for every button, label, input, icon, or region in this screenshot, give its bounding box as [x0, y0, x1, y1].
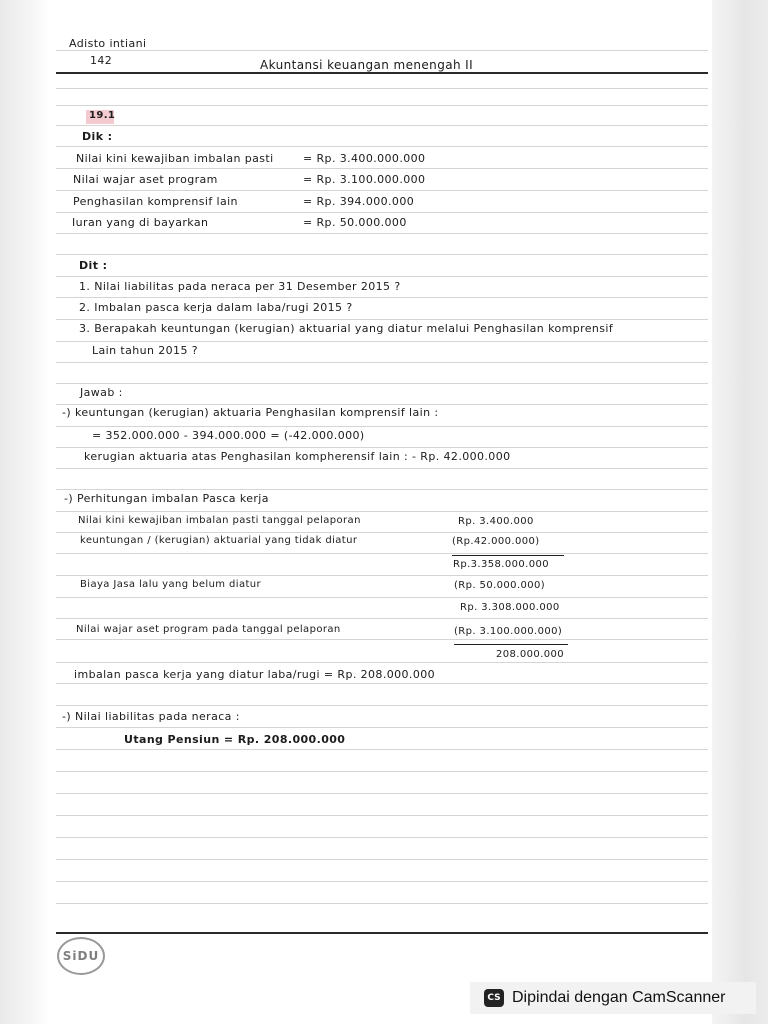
part3-title: -) Nilai liabilitas pada neraca :	[62, 710, 240, 723]
part2-total: 208.000.000	[496, 649, 565, 660]
ruled-line	[56, 859, 708, 860]
ruled-line	[56, 297, 708, 298]
ruled-line	[56, 683, 708, 684]
sidu-logo-icon: SiDU	[57, 937, 105, 975]
scan-edge-left	[0, 0, 50, 1024]
part2-label-1: Nilai kini kewajiban imbalan pasti tanggal pelaporan	[78, 515, 361, 526]
ruled-line	[56, 618, 708, 619]
known-label-1: Nilai kini kewajiban imbalan pasti	[76, 152, 274, 165]
asked-item-2: 2. Imbalan pasca kerja dalam laba/rugi 2015 ?	[79, 301, 353, 314]
part2-label-4: Biaya Jasa lalu yang belum diatur	[80, 579, 262, 590]
asked-item-3-cont: Lain tahun 2015 ?	[92, 344, 198, 357]
ruled-line	[56, 597, 708, 598]
ruled-line	[56, 705, 708, 706]
ruled-line	[56, 233, 708, 234]
part2-title: -) Perhitungan imbalan Pasca kerja	[64, 492, 269, 505]
part2-result: imbalan pasca kerja yang diatur laba/rugi = Rp. 208.000.000	[74, 668, 436, 681]
part2-label-6: Nilai wajar aset program pada tanggal pelaporan	[76, 624, 341, 635]
ruled-line	[56, 639, 708, 640]
ruled-line	[56, 575, 708, 576]
ruled-line	[56, 319, 708, 320]
ruled-line	[56, 447, 708, 448]
course-title: Akuntansi keuangan menengah II	[260, 58, 474, 72]
student-number: 142	[90, 54, 113, 67]
part2-label-2: keuntungan / (kerugian) aktuarial yang tidak diatur	[80, 535, 358, 546]
part2-value-2: (Rp.42.000.000)	[452, 536, 540, 547]
scan-edge-right	[712, 0, 768, 1024]
part2-value-6: (Rp. 3.100.000.000)	[454, 626, 563, 637]
ruled-line	[56, 468, 708, 469]
known-label-2: Nilai wajar aset program	[73, 173, 218, 186]
camscanner-logo-icon: CS	[484, 989, 504, 1007]
ruled-line	[56, 881, 708, 882]
ruled-line	[56, 793, 708, 794]
ruled-line	[56, 837, 708, 838]
ruled-line	[56, 362, 708, 363]
ruled-line	[56, 341, 708, 342]
ruled-line	[56, 276, 708, 277]
known-value-2: = Rp. 3.100.000.000	[303, 173, 426, 186]
known-value-3: = Rp. 394.000.000	[303, 195, 415, 208]
ruled-line	[56, 168, 708, 169]
known-value-1: = Rp. 3.400.000.000	[303, 152, 426, 165]
ruled-line	[56, 105, 708, 106]
ruled-line	[56, 511, 708, 512]
known-label-4: Iuran yang di bayarkan	[72, 216, 209, 229]
part2-value-4: (Rp. 50.000.000)	[454, 580, 546, 591]
part1-calc: = 352.000.000 - 394.000.000 = (-42.000.000)	[92, 429, 365, 442]
ruled-line	[56, 662, 708, 663]
ruled-line	[56, 50, 708, 51]
asked-item-1: 1. Nilai liabilitas pada neraca per 31 Desember 2015 ?	[79, 280, 401, 293]
ruled-line	[56, 489, 708, 490]
ruled-line	[56, 404, 708, 405]
part1-title: -) keuntungan (kerugian) aktuaria Penghasilan komprensif lain :	[62, 406, 439, 419]
ruled-line	[56, 532, 708, 533]
part2-value-1: Rp. 3.400.000	[458, 516, 534, 527]
ruled-line	[56, 125, 708, 126]
header-rule	[56, 72, 708, 74]
ruled-line	[56, 749, 708, 750]
part2-subtotal-2: Rp. 3.308.000.000	[460, 602, 560, 613]
ruled-line	[56, 771, 708, 772]
part3-result: Utang Pensiun = Rp. 208.000.000	[124, 733, 346, 746]
asked-item-3: 3. Berapakah keuntungan (kerugian) aktuarial yang diatur melalui Penghasilan komprensif	[79, 322, 614, 335]
known-label-3: Penghasilan komprensif lain	[73, 195, 238, 208]
asked-label: Dit :	[79, 259, 108, 272]
known-label: Dik :	[82, 130, 113, 143]
camscanner-text: Dipindai dengan CamScanner	[512, 989, 726, 1006]
ruled-line	[56, 88, 708, 89]
known-value-4: = Rp. 50.000.000	[303, 216, 407, 229]
camscanner-watermark	[470, 982, 756, 1014]
answer-label: Jawab :	[80, 386, 123, 399]
ruled-line	[56, 254, 708, 255]
ruled-line	[56, 212, 708, 213]
ruled-line	[56, 815, 708, 816]
part2-subtotal-1: Rp.3.358.000.000	[453, 559, 550, 570]
ruled-line	[56, 383, 708, 384]
ruled-line	[56, 553, 708, 554]
ruled-line	[56, 146, 708, 147]
ruled-line	[56, 903, 708, 904]
footer-rule	[56, 932, 708, 934]
sum-underline	[454, 644, 568, 645]
ruled-line	[56, 426, 708, 427]
ruled-line	[56, 727, 708, 728]
part1-result: kerugian aktuaria atas Penghasilan kompherensif lain : - Rp. 42.000.000	[84, 450, 511, 463]
student-name: Adisto intiani	[69, 37, 147, 50]
problem-number: 19.1	[89, 110, 116, 121]
ruled-line	[56, 190, 708, 191]
sum-underline	[452, 555, 564, 556]
